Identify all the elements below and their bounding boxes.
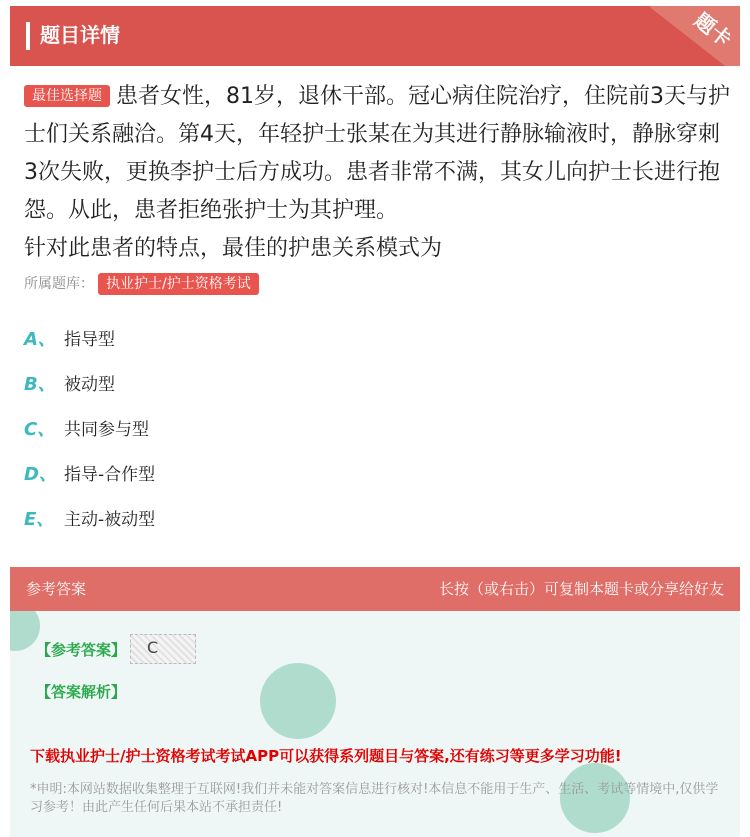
option-letter: C、	[24, 419, 56, 440]
option-text: 被动型	[64, 375, 115, 395]
page-title: 题目详情	[40, 23, 120, 47]
option-b[interactable]	[24, 367, 155, 412]
option-letter: A、	[24, 329, 56, 350]
options-list	[24, 322, 155, 547]
option-text: 指导-合作型	[64, 465, 156, 485]
answer-panel	[10, 611, 740, 837]
watermark-logo	[260, 663, 336, 739]
library-row	[24, 272, 259, 296]
answer-image	[130, 634, 196, 664]
download-app-link[interactable]: 下载执业护士/护士资格考试考试APP可以获得系列题目与答案,还有练习等更多学习功能!	[30, 747, 622, 765]
library-label: 所属题库：	[24, 276, 94, 292]
disclaimer: *申明:本网站数据收集整理于互联网!我们并未能对答案信息进行核对!本信息不能用于生产、生活、考试等情境中,仅供学习参考！由此产生任何后果本站不承担责任!	[30, 782, 719, 815]
share-hint: 长按（或右击）可复制本题卡或分享给好友	[438, 580, 724, 598]
question-block	[24, 78, 730, 268]
option-text: 指导型	[64, 330, 115, 350]
question-prompt: 针对此患者的特点，最佳的护患关系模式为	[24, 236, 443, 261]
option-a[interactable]	[24, 322, 155, 367]
option-text: 主动-被动型	[64, 510, 156, 530]
answer-header-label: 参考答案	[26, 580, 87, 598]
library-tag[interactable]: 执业护士/护士资格考试	[98, 273, 259, 295]
header	[10, 6, 740, 66]
option-d[interactable]	[24, 457, 155, 502]
title-bar-accent	[26, 22, 30, 50]
reference-answer-label: 【参考答案】	[36, 641, 127, 659]
corner-label: 题卡	[689, 7, 737, 52]
question-type-tag: 最佳选择题	[24, 85, 110, 107]
answer-value: C	[147, 638, 159, 657]
answer-header	[10, 567, 740, 611]
option-e[interactable]	[24, 502, 155, 547]
question-text: 患者女性，81岁，退休干部。冠心病住院治疗，住院前3天与护士们关系融洽。第4天，年轻护士张某在为其进行静脉输液时，静脉穿刺3次失败，更换李护士后方成功。患者非常不满，其女儿向护士长进行抱怨。从此，患者拒绝张护士为其护理。	[24, 84, 730, 223]
option-c[interactable]	[24, 412, 155, 457]
option-letter: E、	[24, 509, 55, 530]
option-text: 共同参与型	[64, 420, 149, 440]
analysis-label: 【答案解析】	[36, 683, 127, 701]
option-letter: D、	[24, 464, 57, 485]
option-letter: B、	[24, 374, 56, 395]
